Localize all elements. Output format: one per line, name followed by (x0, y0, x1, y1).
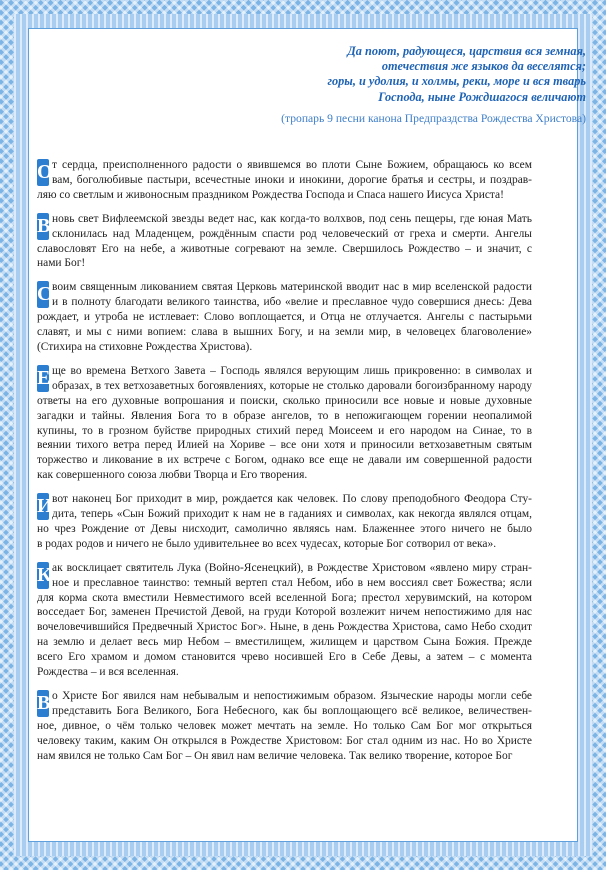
paragraph-line: как совершенного союза любви Творца и Его творения. (37, 469, 308, 482)
paragraph-line: веянии тихого ветра перед Илией на Хориве – все они хотя и приносили ветхозаветным святым (37, 439, 532, 452)
paragraph-line: славословят Его на небе, а животные согревают на земле. Свершилось Рождество – и значит, с (37, 242, 532, 255)
paragraph-line: склонилась над Младенцем, рождённым спасти род человеческий от греха и смерти. Ангелы (52, 227, 532, 240)
epigraph-line: Да поют, радующеся, царствия вся земная, (347, 44, 586, 58)
drop-cap: Е (37, 365, 49, 392)
paragraph-line: для корма скота вместили Невместимого всей вселенной Бога; престол херувимский, на котором (37, 591, 532, 604)
drop-cap: О (37, 159, 49, 186)
paragraph-line: ное и преславное таинство: темный вертеп стал Небом, ибо в нем воссиял свет Божества; ясли (52, 576, 532, 589)
paragraph-line: человеку таким, каким Он открылся в Рождестве Христовом: Бог стал одним из нас. Но во Христе (37, 734, 532, 747)
drop-cap: С (37, 281, 49, 308)
drop-cap: В (37, 213, 49, 240)
drop-cap: В (37, 690, 49, 717)
epigraph-line: Господа, ныне Рождшагося величают (378, 89, 586, 104)
paragraph (37, 280, 532, 355)
paragraph (37, 364, 532, 483)
paragraph-line: ответы на его духовные вопрошания и поиски, сколько приносили все новые и новые духовные (37, 394, 532, 407)
paragraph-line: ак восклицает святитель Лука (Войно-Ясенецкий), в Рождестве Христовом «явлено миру стран- (52, 561, 532, 574)
paragraph (37, 158, 532, 203)
paragraph-line: ляю со светлым и живоносным праздником Рождества Господа и Спаса нашего Иисуса Христа! (37, 188, 504, 201)
epigraph-line: отечествия же языков да веселятся; (381, 59, 586, 74)
drop-cap: К (37, 562, 49, 589)
paragraph (37, 212, 532, 272)
paragraph-line: ное, дивное, о чём только человек может мечтать на земле. Но только Сам Бог мог открыться (37, 719, 532, 732)
paragraph-line: рождает, и утроба не истлевает: Слово воплощается, и Отца не отлучается. Ангелы с пастырьми (37, 311, 532, 324)
paragraph (37, 561, 532, 680)
paragraph-line: восседает Бог, заменен Пречистой Девой, на груди Которой возлежит ничем непостижимо для нас (37, 606, 532, 619)
paragraph-line: торжество и ликование в их встрече с Богом, однако все еще не давали им совершенной радости (37, 454, 532, 467)
paragraph-line: вам, боголюбивые пастыри, всечестные иноки и инокини, дорогие братья и сестры, и поздрав- (52, 173, 532, 186)
paragraph-line: Рождества – и вся вселенная. (37, 666, 179, 679)
paragraph-line: всего Его храмом и домом становится чрево носившей Его в Себе Девы, а затем – с момента (37, 651, 532, 664)
paragraph-line: нами Бог! (37, 257, 86, 270)
paragraph-line: т сердца, преисполненного радости о явившемся во плоти Сыне Божием, обращаюсь ко всем (52, 159, 532, 171)
paragraph-line: новь свет Вифлеемской звезды ведет нас, как когда-то волхвов, под сень пещеры, где юная Мать (52, 212, 532, 225)
paragraph-line: славят, и мы с ними вопием: слава в вышних Богу, и на земли мир, в человецех благоволение» (37, 326, 532, 339)
paragraph (37, 492, 532, 552)
paragraph-line: но чрез Рождение от Девы нисходит, самолично являясь нам. Блаженнее этого ничего не было (37, 522, 532, 535)
paragraph-line: дита, теперь «Сын Божий приходит к нам не в гаданиях и символах, как некогда являлся отцам, (52, 508, 532, 521)
letter-body (37, 158, 532, 773)
epigraph (146, 44, 586, 126)
paragraph-line: нам явился не только Сам Бог – Он явил нам величие человека. Так велико творение, которое Бог (37, 749, 513, 762)
paragraph-line: в родах родов и ничего не было удивительнее во всех чудесах, которые Бог сотворил от века». (37, 537, 497, 550)
paragraph-line: купины, то в грозном буйстве природных стихий перед Моисеем и его народом на Синае, то в (37, 424, 532, 437)
drop-cap: И (37, 493, 49, 520)
paragraph-line: (Стихира на стиховне Рождества Христова). (37, 340, 253, 353)
paragraph (37, 689, 532, 764)
paragraph-line: вочеловечившийся Предвечный Христос Бог». Ныне, в день Рождества Христова, само Небо сходит (37, 621, 532, 634)
paragraph-line: представить Бога Великого, Бога Небесного, как бы воплощающего всё великое, величествен- (52, 704, 532, 717)
epigraph-line: горы, и удолия, и холмы, реки, море и вся тварь (327, 74, 586, 89)
paragraph-line: загадки и тайны. Явления Бога то в образе ангелов, то в непожигающем горении неопалимой (37, 409, 532, 422)
paragraph-line: вот наконец Бог приходит в мир, рождается как человек. По слову преподобного Феодора Сту- (52, 493, 532, 506)
paragraph-line: образах, в тех ветхозаветных богоявлениях, которые не столько даровали богоизбранному народу (52, 379, 532, 392)
paragraph-line: о Христе Бог явился нам небывалым и непостижимым образом. Языческие народы могли себе (52, 690, 532, 702)
paragraph-line: и в полноту благодати великого таинства, ибо «велие и преславное чудо совершися днесь: Дева (52, 296, 532, 309)
epigraph-source: (тропарь 9 песни канона Предпраздства Рождества Христова) (281, 111, 586, 125)
paragraph-line: на землю и делает весь мир Небом – вместилищем, жилищем и царством Сына Божия. Прежде (37, 636, 532, 649)
paragraph-line: ще во времена Ветхого Завета – Господь являлся верующим лишь прикровенно: в символах и (52, 364, 532, 377)
paragraph-line: воим священным ликованием святая Церковь материнской вводит нас в мир вселенской радости (52, 281, 532, 294)
